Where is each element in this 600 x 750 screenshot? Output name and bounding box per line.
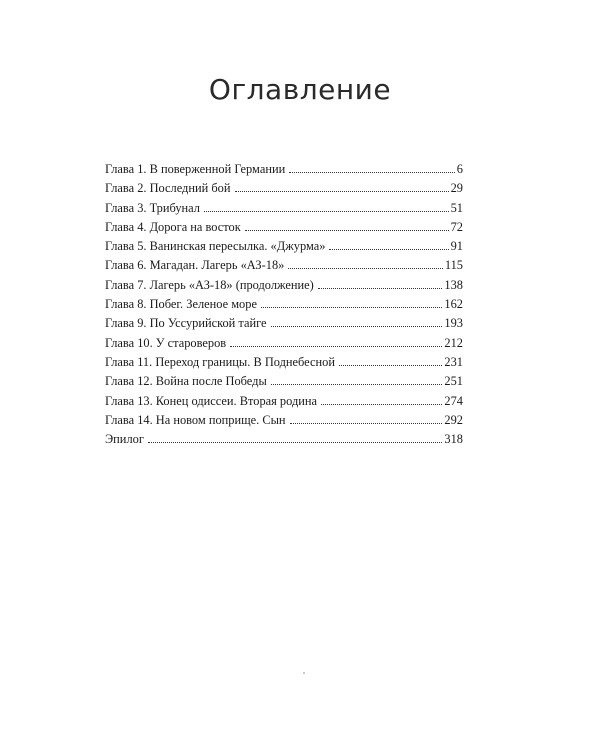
toc-entry xyxy=(105,276,463,295)
toc-page-number: 72 xyxy=(450,219,463,234)
dot-leader xyxy=(230,346,442,347)
toc-entry-title: Глава 11. Переход границы. В Поднебесной xyxy=(105,354,335,369)
toc-page-number: 231 xyxy=(444,354,463,369)
toc-entry-title: Глава 2. Последний бой xyxy=(105,181,231,196)
toc-entry-title: Глава 3. Трибунал xyxy=(105,200,200,215)
dot-leader xyxy=(271,326,443,327)
toc-page-number: 162 xyxy=(444,297,463,312)
toc-entry xyxy=(105,334,463,353)
toc-entry-title: Глава 1. В поверженной Германии xyxy=(105,162,286,176)
dot-leader xyxy=(290,423,443,424)
toc-entry-title: Глава 7. Лагерь «АЗ-18» (продолжение) xyxy=(105,277,314,292)
dot-leader xyxy=(321,404,442,405)
toc-entry xyxy=(105,372,463,391)
toc-entry xyxy=(105,218,463,237)
dot-leader xyxy=(329,249,448,250)
toc-entry xyxy=(105,160,463,179)
dot-leader xyxy=(339,365,442,366)
toc-entry xyxy=(105,430,463,449)
toc-entry xyxy=(105,199,463,218)
toc-entry xyxy=(105,392,463,411)
dot-leader xyxy=(271,384,443,385)
toc-entry xyxy=(105,314,463,333)
toc-page-number: 51 xyxy=(450,200,463,215)
toc-entry-title: Глава 12. Война после Победы xyxy=(105,374,267,389)
toc-entry xyxy=(105,353,463,372)
toc-entry-title: Глава 8. Побег. Зеленое море xyxy=(105,297,257,312)
toc-page-number: 251 xyxy=(444,374,463,389)
dot-leader xyxy=(318,288,443,289)
dot-leader xyxy=(261,307,442,308)
toc-page-number: 212 xyxy=(444,335,463,350)
dot-leader xyxy=(235,191,449,192)
dot-leader xyxy=(204,211,449,212)
toc-entry xyxy=(105,295,463,314)
toc-entry-title: Глава 9. По Уссурийской тайге xyxy=(105,316,267,331)
toc-page-number: 6 xyxy=(456,162,463,176)
toc-entry xyxy=(105,411,463,430)
toc-entry-title: Глава 4. Дорога на восток xyxy=(105,219,241,234)
toc-entry-title: Глава 14. На новом поприще. Сын xyxy=(105,412,286,427)
print-speck xyxy=(303,672,305,674)
toc-entry-title: Глава 13. Конец одиссеи. Вторая родина xyxy=(105,393,318,408)
toc-page-number: 138 xyxy=(444,277,463,292)
toc-page-number: 274 xyxy=(444,393,463,408)
dot-leader xyxy=(148,442,443,443)
toc-page-number: 193 xyxy=(444,316,463,331)
toc-page-number: 292 xyxy=(444,412,463,427)
toc-page-number: 91 xyxy=(450,239,463,254)
toc-page-number: 29 xyxy=(450,181,463,196)
dot-leader xyxy=(289,172,455,173)
toc-entry-title: Глава 10. У староверов xyxy=(105,335,227,350)
dot-leader xyxy=(245,230,449,231)
toc-page-number: 115 xyxy=(444,258,463,273)
toc-entry-title: Глава 6. Магадан. Лагерь «АЗ-18» xyxy=(105,258,285,273)
toc-page-number: 318 xyxy=(444,432,463,447)
toc-entry-title: Глава 5. Ванинская пересылка. «Джурма» xyxy=(105,239,326,254)
toc-entry xyxy=(105,237,463,256)
page-title: Оглавление xyxy=(208,72,392,106)
toc-entry xyxy=(105,256,463,275)
toc-entry-title: Эпилог xyxy=(105,432,144,447)
toc-entry xyxy=(105,179,463,198)
table-of-contents xyxy=(105,160,463,449)
dot-leader xyxy=(288,268,443,269)
